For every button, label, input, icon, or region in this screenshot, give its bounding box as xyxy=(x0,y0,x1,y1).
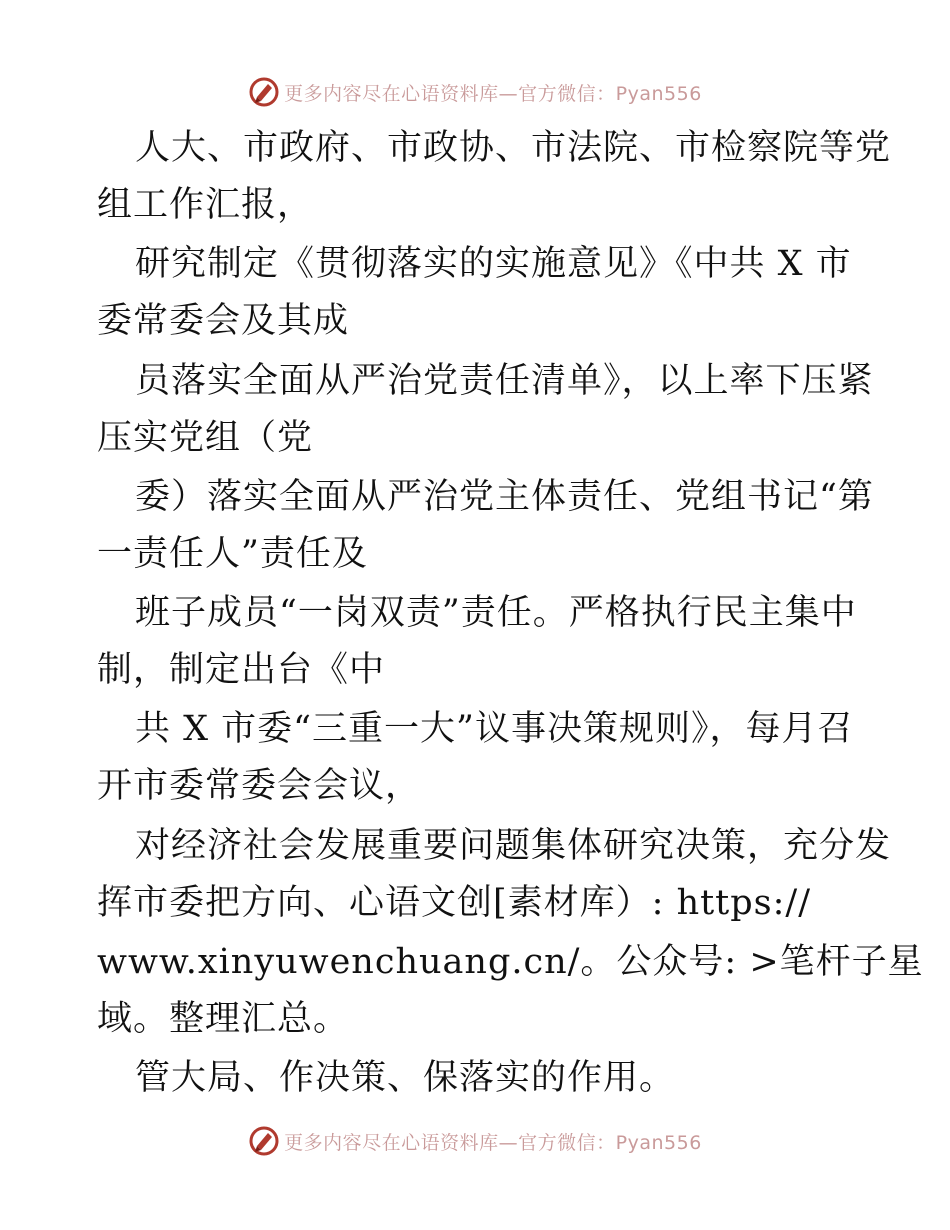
text-line: 管大局、作决策、保落实的作用。 xyxy=(135,1058,676,1098)
text-line: 委常委会及其成 xyxy=(97,301,350,341)
text-line: 域。整理汇总。 xyxy=(97,999,350,1039)
text-line: 挥市委把方向、心语文创[素材库）: https:// xyxy=(97,883,811,923)
footer-banner xyxy=(0,1121,950,1161)
text-line: 班子成员“一岗双责”责任。严格执行民主集中 xyxy=(135,593,857,633)
text-line: 员落实全面从严治党责任清单》，以上率下压紧 xyxy=(135,361,874,401)
text-line: 开市委常委会会议， xyxy=(97,766,422,806)
text-line: 研究制定《贯彻落实的实施意见》《中共 X 市 xyxy=(135,244,852,284)
header-banner xyxy=(0,72,950,112)
text-line: 一责任人”责任及 xyxy=(97,534,368,574)
text-line: 人大、市政府、市政协、市法院、市检察院等党 xyxy=(135,128,892,168)
header-banner-text: 更多内容尽在心语资料库—官方微信：Pyan556 xyxy=(284,82,702,105)
text-line: 压实党组（党 xyxy=(97,418,314,458)
text-line: 共 X 市委“三重一大”议事决策规则》，每月召 xyxy=(135,709,854,749)
text-line: 委）落实全面从严治党主体责任、党组书记“第 xyxy=(135,477,874,517)
text-line: 组工作汇报， xyxy=(97,185,314,225)
text-line: 对经济社会发展重要问题集体研究决策，充分发 xyxy=(135,826,892,866)
footer-banner-text: 更多内容尽在心语资料库—官方微信：Pyan556 xyxy=(284,1131,702,1154)
text-line: www.xinyuwenchuang.cn/。公众号: >笔杆子星 xyxy=(97,942,924,982)
pen-logo-icon xyxy=(248,1125,280,1157)
pen-logo-icon xyxy=(248,76,280,108)
text-line: 制，制定出台《中 xyxy=(97,650,386,690)
